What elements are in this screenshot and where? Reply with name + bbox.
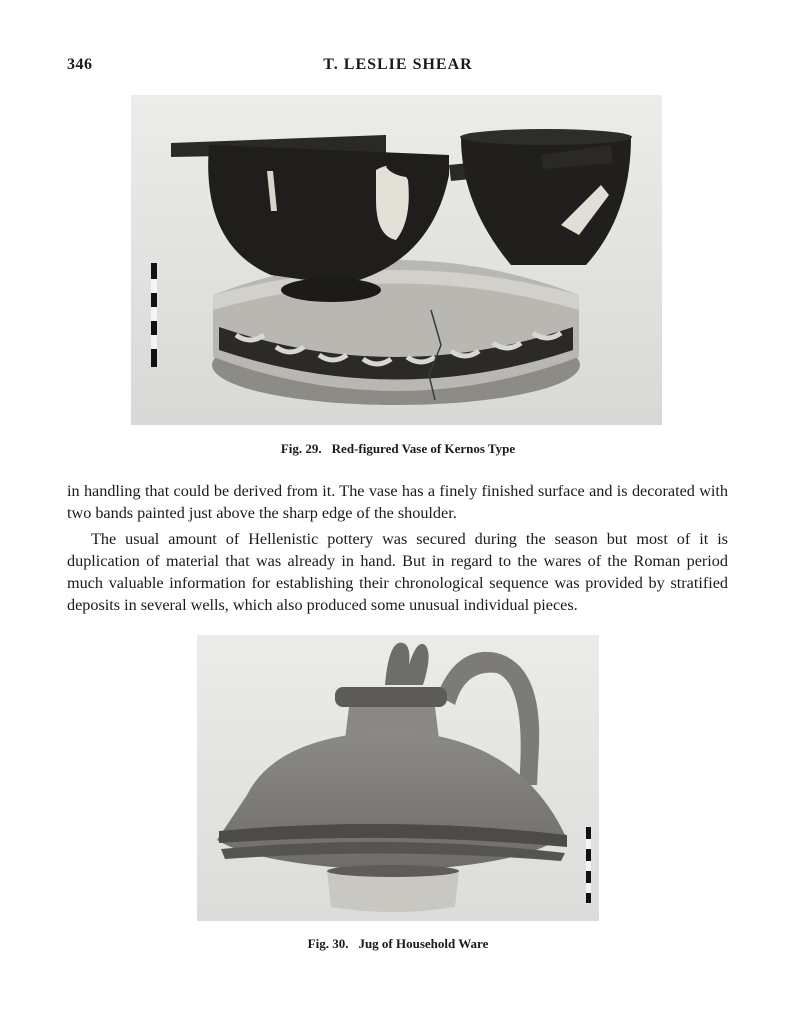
figure-29-title: Red-figured Vase of Kernos Type [331, 441, 516, 456]
kernos-vase-image [131, 95, 662, 425]
body-text [67, 480, 728, 616]
figure-30-caption [0, 936, 796, 952]
paragraph-2: The usual amount of Hellenistic pottery was secured during the season but most of it is duplication of material that was already in hand. But in regard to the wares of the Roman period much valuable information for establishing their chronological sequence was provided by stratified deposits in several wells, which also produced some unusual individual pieces. [67, 530, 728, 614]
paragraph-1: in handling that could be derived from it. The vase has a finely finished surface and is decorated with two bands painted just above the sharp edge of the shoulder. [67, 482, 728, 522]
running-head: T. LESLIE SHEAR [323, 56, 473, 73]
jug-image [197, 635, 599, 921]
figure-30-number: Fig. 30. [307, 936, 349, 951]
figure-29-photo [131, 95, 662, 425]
figure-30-photo [197, 635, 599, 921]
figure-30-title: Jug of Household Ware [358, 936, 489, 951]
figure-29-number: Fig. 29. [280, 441, 322, 456]
figure-29-caption [0, 441, 796, 457]
page-number: 346 [67, 56, 93, 73]
